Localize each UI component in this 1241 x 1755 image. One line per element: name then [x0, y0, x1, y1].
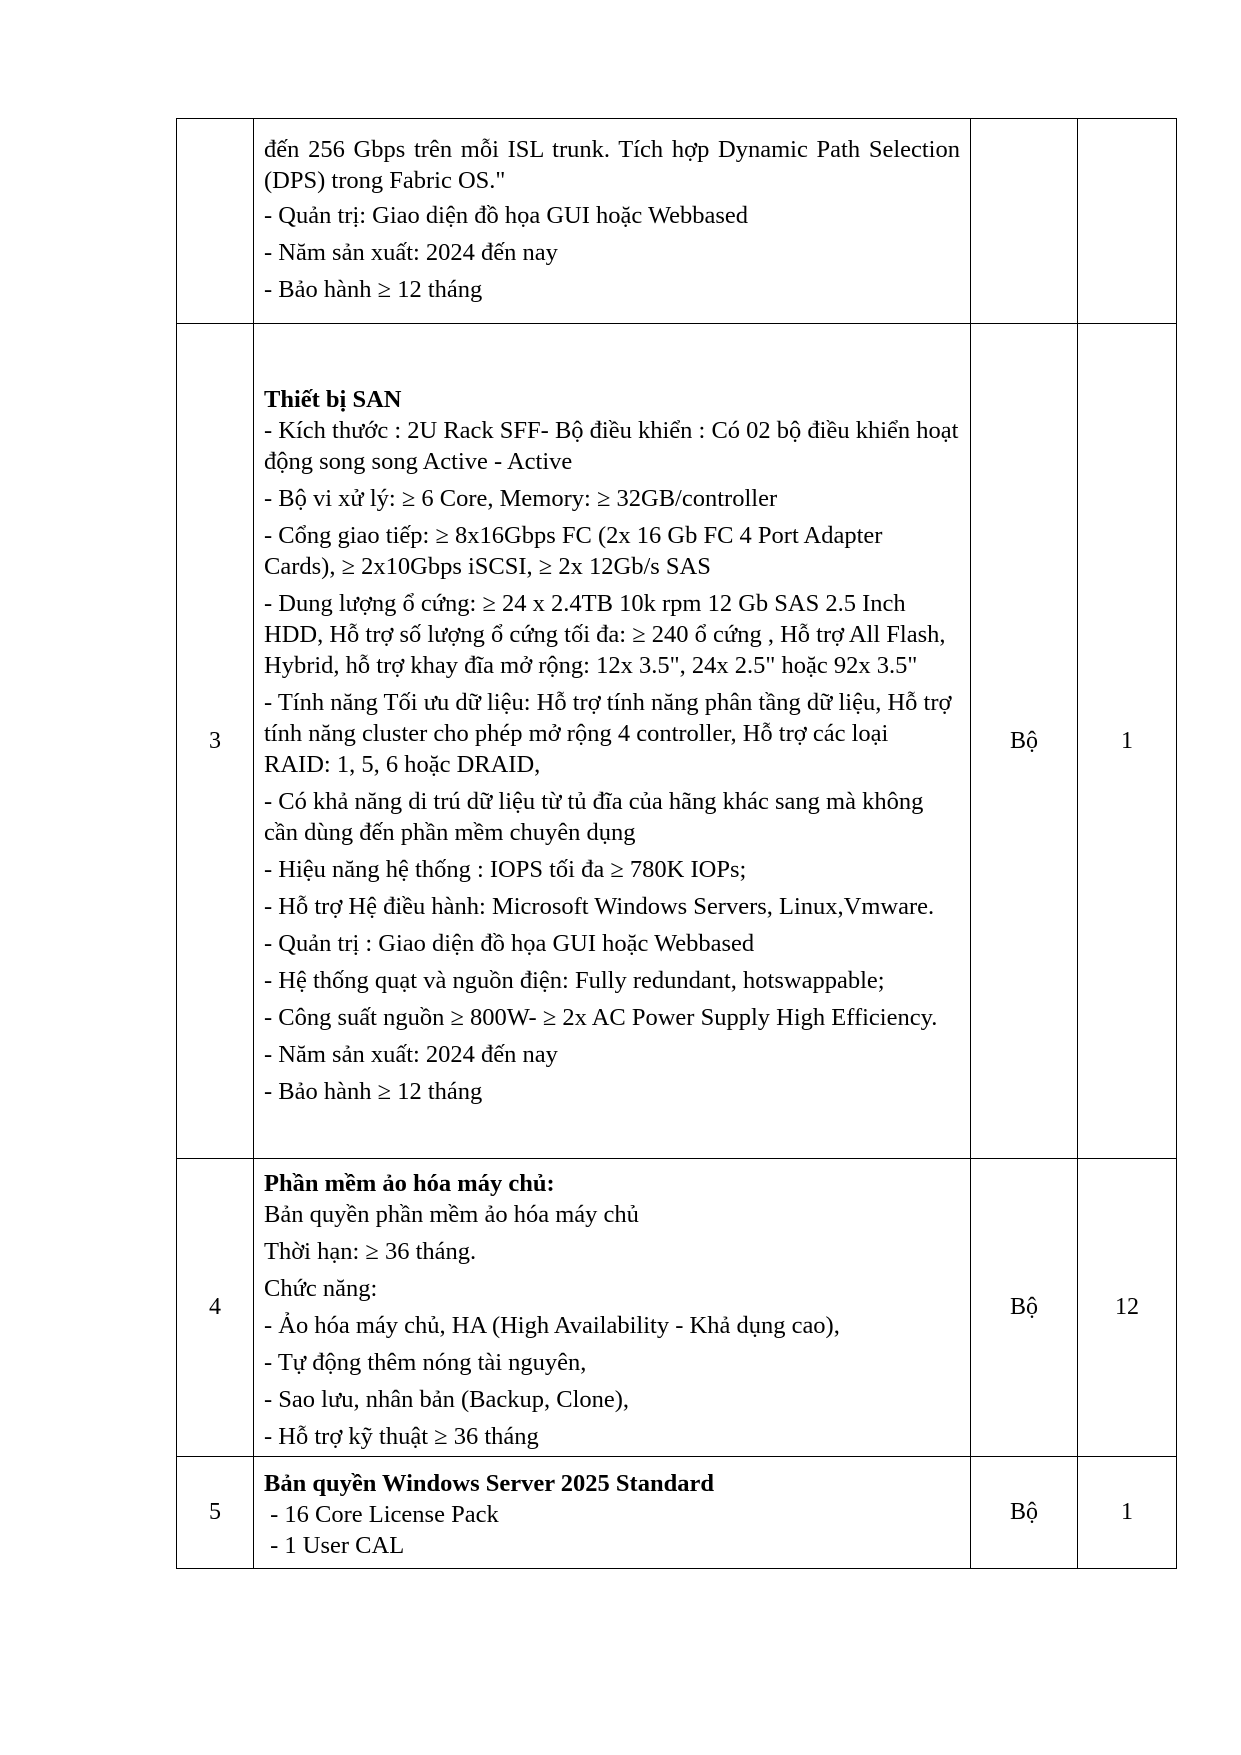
description-line: - Hỗ trợ Hệ điều hành: Microsoft Windows Servers, Linux,Vmware.: [264, 892, 935, 920]
table-row: [177, 324, 1177, 1159]
description-line: - 1 User CAL: [264, 1532, 405, 1559]
description-line: - Ảo hóa máy chủ, HA (High Availability - Khả dụng cao),: [264, 1311, 840, 1339]
row-number-cell: 3: [177, 324, 254, 1159]
quantity-cell: [1078, 119, 1177, 324]
row-number-cell: [177, 119, 254, 324]
description-line: - Có khả năng di trú dữ liệu từ tủ đĩa của hãng khác sang mà không cần dùng đến phần mềm chuyên dụng: [264, 787, 924, 846]
unit-cell: [971, 119, 1078, 324]
item-title: Thiết bị SAN: [264, 385, 402, 413]
unit-cell: Bộ: [971, 1457, 1078, 1569]
description-cell: [254, 324, 971, 1159]
description-cell: [254, 1457, 971, 1569]
item-title: Phần mềm ảo hóa máy chủ:: [264, 1169, 555, 1197]
description-line: đến 256 Gbps trên mỗi ISL trunk. Tích hợp Dynamic Path Selection (DPS) trong Fabric OS.": [264, 135, 960, 194]
description-line: - Hỗ trợ kỹ thuật ≥ 36 tháng: [264, 1422, 539, 1450]
quantity-cell: 1: [1078, 324, 1177, 1159]
description-line: - Bộ vi xử lý: ≥ 6 Core, Memory: ≥ 32GB/controller: [264, 484, 778, 512]
quantity-cell: 1: [1078, 1457, 1177, 1569]
description-line: - Năm sản xuất: 2024 đến nay: [264, 1040, 558, 1068]
description-line: - Kích thước : 2U Rack SFF- Bộ điều khiển : Có 02 bộ điều khiển hoạt động song song Active - Active: [264, 416, 959, 475]
description-line: - Quản trị: Giao diện đồ họa GUI hoặc Webbased: [264, 201, 749, 229]
description-line: - Bảo hành ≥ 12 tháng: [264, 275, 483, 303]
table-row: [177, 1457, 1177, 1569]
description-line: - Quản trị : Giao diện đồ họa GUI hoặc Webbased: [264, 929, 755, 957]
description-line: - Năm sản xuất: 2024 đến nay: [264, 238, 558, 266]
item-title: Bản quyền Windows Server 2025 Standard: [264, 1470, 714, 1497]
description-line: - Sao lưu, nhân bản (Backup, Clone),: [264, 1385, 630, 1413]
description-line: - Tính năng Tối ưu dữ liệu: Hỗ trợ tính năng phân tầng dữ liệu, Hỗ trợ tính năng cluster cho phép mở rộng 4 controller, Hỗ trợ các loại RAID: 1, 5, 6 hoặc DRAID,: [264, 688, 952, 778]
description-cell: [254, 119, 971, 324]
description-line: - 16 Core License Pack: [264, 1501, 499, 1528]
description-line: Chức năng:: [264, 1274, 378, 1302]
row-number-cell: 4: [177, 1159, 254, 1457]
quantity-cell: 12: [1078, 1159, 1177, 1457]
row-number-cell: 5: [177, 1457, 254, 1569]
description-line: - Bảo hành ≥ 12 tháng: [264, 1077, 483, 1105]
description-line: - Hiệu năng hệ thống : IOPS tối đa ≥ 780K IOPs;: [264, 855, 747, 883]
unit-cell: Bộ: [971, 324, 1078, 1159]
description-line: - Công suất nguồn ≥ 800W- ≥ 2x AC Power Supply High Efficiency.: [264, 1003, 938, 1031]
description-line: - Hệ thống quạt và nguồn điện: Fully redundant, hotswappable;: [264, 966, 885, 994]
unit-cell: Bộ: [971, 1159, 1078, 1457]
description-cell: [254, 1159, 971, 1457]
description-line: Bản quyền phần mềm ảo hóa máy chủ: [264, 1200, 639, 1228]
description-line: Thời hạn: ≥ 36 tháng.: [264, 1237, 477, 1265]
description-line: - Cổng giao tiếp: ≥ 8x16Gbps FC (2x 16 Gb FC 4 Port Adapter Cards), ≥ 2x10Gbps iSCSI, ≥ 2x 12Gb/s SAS: [264, 521, 883, 580]
table-row: [177, 119, 1177, 324]
description-line: - Tự động thêm nóng tài nguyên,: [264, 1348, 587, 1376]
description-line: - Dung lượng ổ cứng: ≥ 24 x 2.4TB 10k rpm 12 Gb SAS 2.5 Inch HDD, Hỗ trợ số lượng ổ cứng tối đa: ≥ 240 ổ cứng , Hỗ trợ All Flash, Hybrid, hỗ trợ khay đĩa mở rộng: 12x 3.5", 24x 2.5" hoặc 92x 3.5": [264, 589, 946, 679]
table-row: [177, 1159, 1177, 1457]
specification-table: [176, 118, 1177, 1569]
